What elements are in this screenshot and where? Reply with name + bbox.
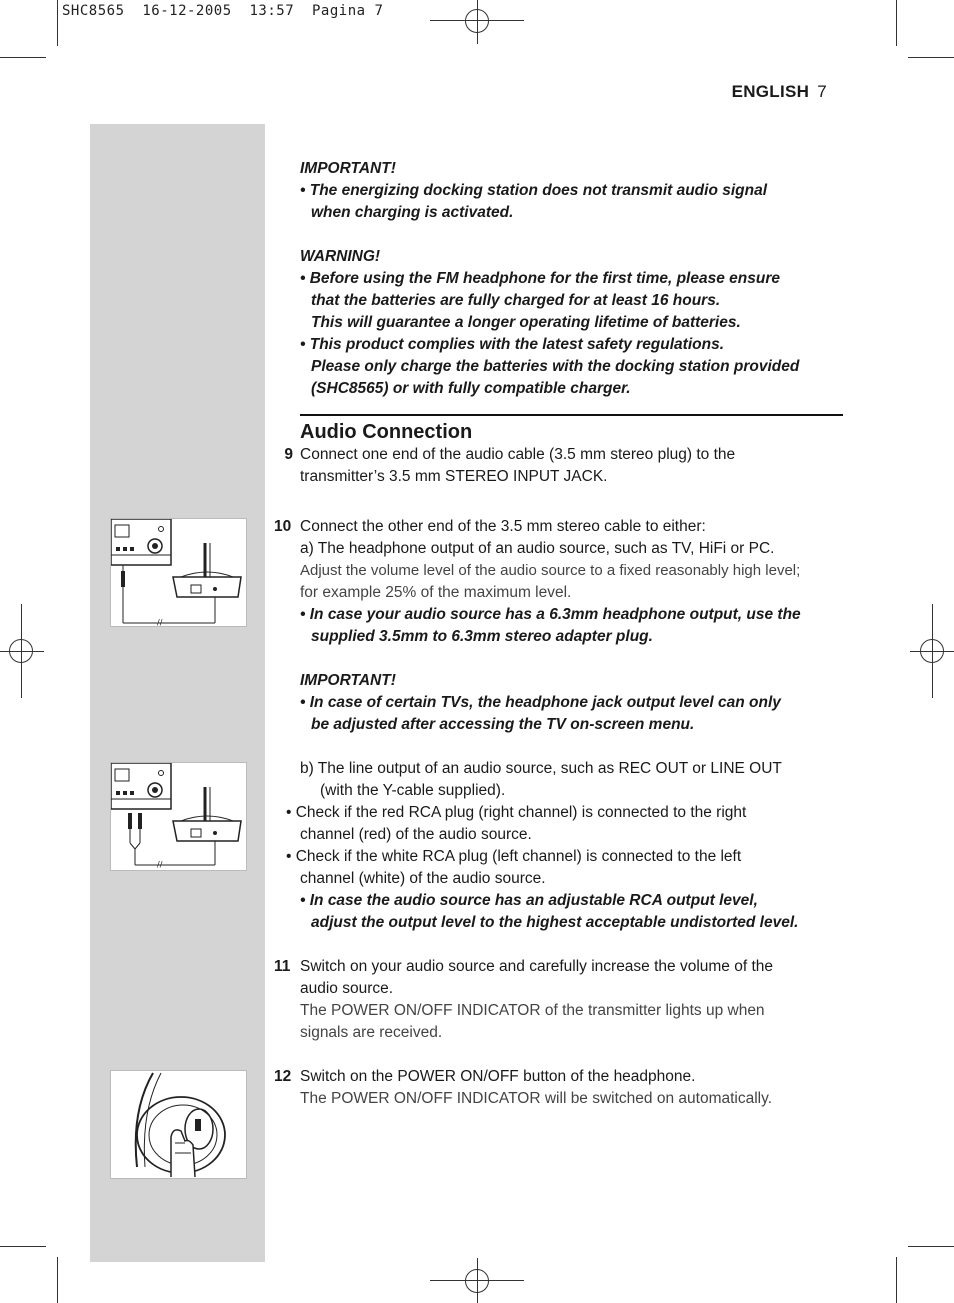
- important-title: IMPORTANT!: [300, 672, 396, 689]
- crop-mark-br-v: [896, 1257, 897, 1303]
- step-text: adjust the output level to the highest acceptable undistorted level.: [311, 914, 799, 931]
- crop-mark-tl-v: [57, 0, 58, 46]
- step-text: The POWER ON/OFF INDICATOR of the transmitter lights up when: [300, 1002, 765, 1019]
- crop-mark-tr-h: [908, 57, 954, 58]
- section-title: Audio Connection: [300, 421, 473, 443]
- step-text: supplied 3.5mm to 6.3mm stereo adapter plug.: [311, 628, 653, 645]
- step-text: audio source.: [300, 980, 394, 997]
- step-text: • Check if the white RCA plug (left channel) is connected to the left: [286, 848, 742, 865]
- step-number: 9: [284, 446, 293, 463]
- important-line: • The energizing docking station does not transmit audio signal: [300, 182, 768, 199]
- step-number: 11: [274, 958, 291, 975]
- crop-mark-br-h: [908, 1246, 954, 1247]
- step-9: [274, 444, 846, 488]
- step-text: Adjust the volume level of the audio source to a fixed reasonably high level;: [300, 562, 801, 579]
- step-text: (with the Y-cable supplied).: [320, 782, 506, 799]
- page-number: 7: [817, 82, 827, 101]
- important-line: when charging is activated.: [311, 204, 514, 221]
- audio-source-dock-diagram: [111, 519, 246, 626]
- important-title: IMPORTANT!: [300, 160, 396, 177]
- illustration-line-output: [110, 762, 247, 871]
- step-text: • Check if the red RCA plug (right channel) is connected to the right: [286, 804, 747, 821]
- section-divider: [300, 414, 843, 416]
- crop-mark-tl-h: [0, 57, 46, 58]
- step-text: transmitter’s 3.5 mm STEREO INPUT JACK.: [300, 468, 608, 485]
- step-12: [274, 1066, 846, 1110]
- warning-line: that the batteries are fully charged for at least 16 hours.: [311, 292, 721, 309]
- step-text: a) The headphone output of an audio source, such as TV, HiFi or PC.: [300, 540, 775, 557]
- warning-line: • Before using the FM headphone for the first time, please ensure: [300, 270, 780, 287]
- print-slug: SHC8565 16-12-2005 13:57 Pagina 7: [62, 3, 384, 19]
- step-text: The POWER ON/OFF INDICATOR will be switched on automatically.: [300, 1090, 773, 1107]
- step-number: 12: [274, 1068, 292, 1085]
- main-content: [274, 158, 846, 1110]
- headphone-power-diagram: [111, 1071, 246, 1178]
- crop-mark-tr-v: [896, 0, 897, 46]
- step-number: 10: [274, 518, 292, 535]
- warning-line: • This product complies with the latest safety regulations.: [300, 336, 725, 353]
- step-10: [274, 516, 846, 802]
- step-text: Connect the other end of the 3.5 mm stereo cable to either:: [300, 518, 706, 535]
- step-text: Switch on the POWER ON/OFF button of the headphone.: [300, 1068, 696, 1085]
- step-text: channel (white) of the audio source.: [300, 870, 546, 887]
- svg-text://: //: [157, 618, 163, 626]
- warning-title: WARNING!: [300, 248, 381, 265]
- step-text: signals are received.: [300, 1024, 443, 1041]
- step-text: Connect one end of the audio cable (3.5 mm stereo plug) to the: [300, 446, 736, 463]
- language-label: ENGLISH: [731, 82, 810, 101]
- line-out-dock-diagram: [111, 763, 246, 870]
- warning-line: (SHC8565) or with fully compatible charger.: [311, 380, 631, 397]
- step-11: [274, 956, 846, 1044]
- illustration-headphone-output: [110, 518, 247, 627]
- svg-text://: //: [157, 860, 163, 869]
- step-text: for example 25% of the maximum level.: [300, 584, 572, 601]
- step-text: channel (red) of the audio source.: [300, 826, 532, 843]
- illustration-headphone-power: [110, 1070, 247, 1179]
- step-text: • In case of certain TVs, the headphone jack output level can only: [300, 694, 781, 711]
- step-text: b) The line output of an audio source, such as REC OUT or LINE OUT: [300, 760, 782, 777]
- page-header: [732, 82, 827, 102]
- step-text: • In case the audio source has an adjustable RCA output level,: [300, 892, 758, 909]
- warning-line: This will guarantee a longer operating lifetime of batteries.: [311, 314, 741, 331]
- step-text: • In case your audio source has a 6.3mm headphone output, use the: [300, 606, 801, 623]
- warning-line: Please only charge the batteries with the docking station provided: [311, 358, 800, 375]
- step-text: be adjusted after accessing the TV on-screen menu.: [311, 716, 695, 733]
- crop-mark-bl-h: [0, 1246, 46, 1247]
- step-text: Switch on your audio source and carefully increase the volume of the: [300, 958, 774, 975]
- crop-mark-bl-v: [57, 1257, 58, 1303]
